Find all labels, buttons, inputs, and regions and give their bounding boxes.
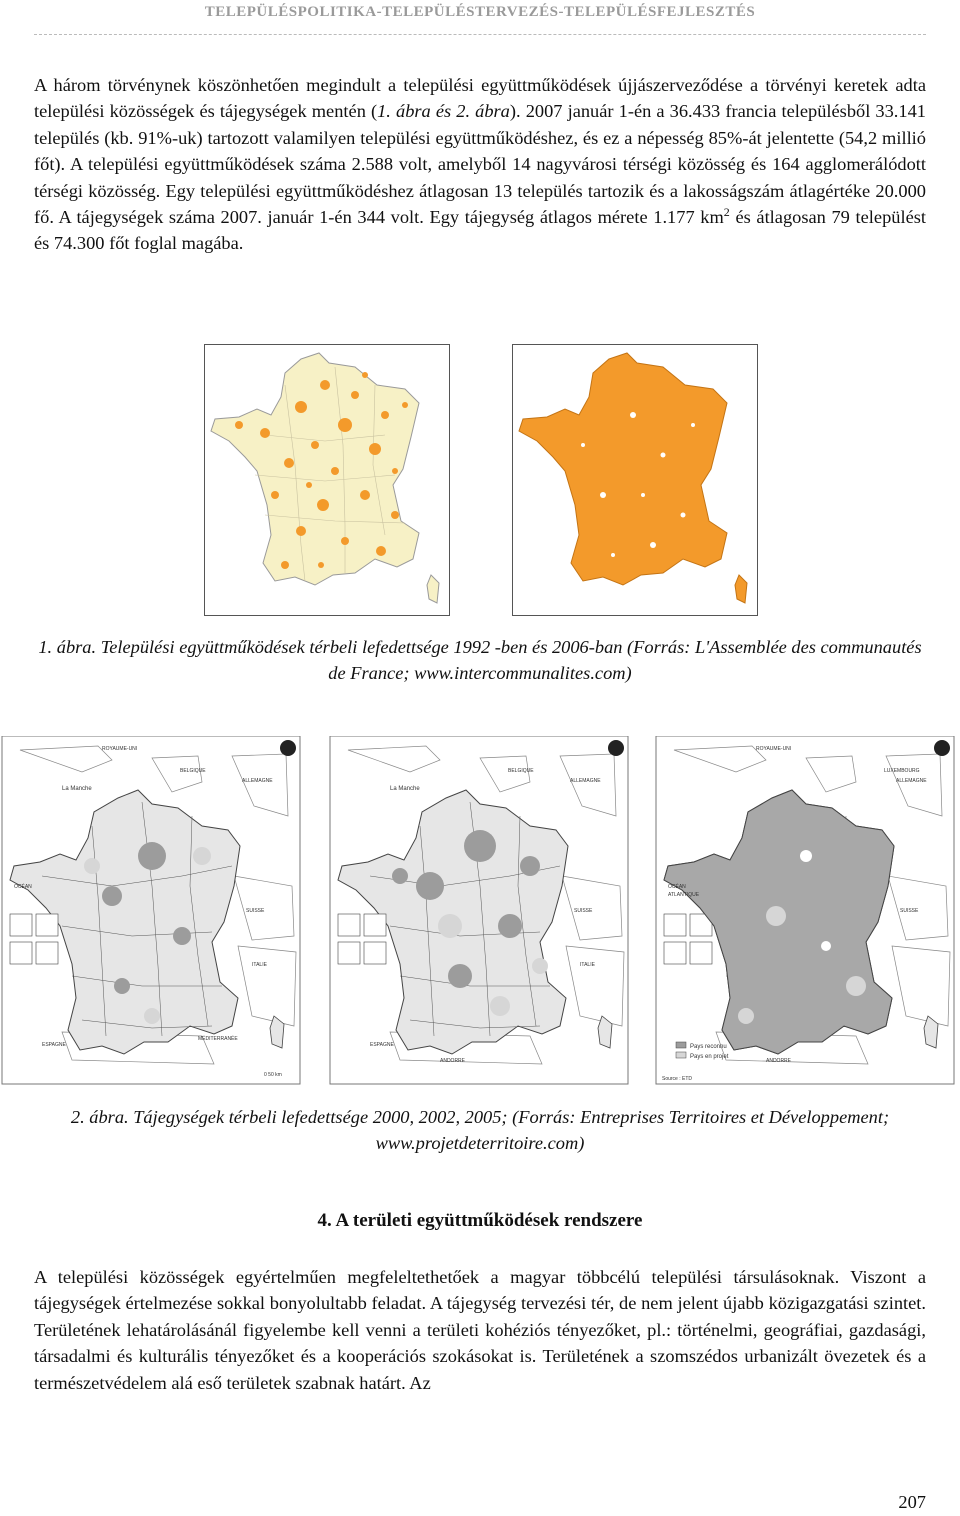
etd-logo-icon [280,740,296,756]
figure-reference: 1. ábra és 2. ábra [377,101,510,122]
page-number: 207 [898,1492,926,1512]
label-allemagne: ALLEMAGNE [570,778,601,784]
figure2-caption-text: Tájegységek térbeli lefedettsége 2000, 2002, 2005; (Forrás: Entreprises Territoires et Développement; www.projetdeterritoire.com) [128,1107,890,1153]
label-suisse: SUISSE [900,908,919,914]
label-espagne: ESPAGNE [370,1042,394,1048]
label-allemagne: ALLEMAGNE [896,778,927,784]
km-superscript: 2 [723,204,730,219]
figure2-caption-label: 2. ábra. [70,1107,129,1127]
label-ocean: OCÉAN [668,884,686,890]
figure1-caption [34,634,926,686]
legend-project: Pays en projet [690,1054,729,1060]
section-heading: 4. A területi együttműködések rendszere [317,1210,643,1231]
label-la-manche: La Manche [62,786,92,792]
figure2-caption [34,1104,926,1156]
intro-text-part1: A három törvénynek köszönhetően megindult a települési együttműködések újjászerveződése a törvényi keretek adta települési közösségek és tájegységek mentén ( [34,75,926,122]
label-andorre: ANDORRE [440,1058,466,1064]
label-italie: ITALIE [580,962,595,968]
label-la-manche: La Manche [390,786,420,792]
label-royaume-uni: ROYAUME-UNI [102,746,138,752]
label-luxembourg: LUXEMBOURG [884,768,920,774]
pays-map-2005 [656,736,954,1084]
label-suisse: SUISSE [246,908,265,914]
label-andorre: ANDORRE [766,1058,792,1064]
map-2006 [512,344,758,616]
source-label: Source : ETD [662,1076,693,1082]
figure1-caption-label: 1. ábra. [38,637,97,657]
label-suisse: SUISSE [574,908,593,914]
label-espagne: ESPAGNE [42,1042,66,1048]
running-header: TELEPÜLÉSPOLITIKA-TELEPÜLÉSTERVEZÉS-TELEPÜLÉSFEJLESZTÉS [204,4,756,20]
etd-logo-icon [934,740,950,756]
body-paragraph: A települési közösségek egyértelműen megfeleltethetőek a magyar többcélú települési társulásoknak. Viszont a tájegységek értelmezése sokkal bonyolultabb feladat. A tájegység tervezési tér, de nem jelent újabb közigazgatási szintet. Területének lehatárolásánál figyelembe kell venni a területi kohéziós tényezőket, pl.: történelmi, geográfiai, gazdasági, társadalmi és kulturális tényezőket és a kooperációs szokásokat is. Területének a szomszédos urbanizált övezetek és a természetvédelem alá eső területek szabnak határt. Az [34,1267,926,1393]
label-allemagne: ALLEMAGNE [242,778,273,784]
label-royaume-uni: ROYAUME-UNI [756,746,792,752]
intro-text-part2: ). 2007 január 1-én a 36.433 francia településből 33.141 település (kb. 91%-uk) tartozott valamilyen települési együttműködéshez, és ez a népesség 85%-át jelentette (54,2 millió főt). A települési együttműködések száma 2.588 volt, amelyből 14 nagyvárosi térségi közösség és 164 agglomerálódott térségi közösség. Egy települési együttműködéshez átlagosan 13 település tartozik és a lakosságszám átlagértéke 20.000 fő. A tájegységek száma 2007. január 1-én 344 volt. Egy tájegység átlagos mérete 1.177 km [34,101,926,228]
pays-map-2000 [2,736,300,1084]
label-atlantique: ATLANTIQUE [668,892,700,898]
label-mediterranee: MÉDITERRANÉE [198,1036,238,1042]
label-ocean: OCÉAN [14,884,32,890]
label-belgique: BELGIQUE [508,768,534,774]
pays-map-2002 [330,736,628,1084]
intro-text-part3: és átlagosan 79 települést és 74.300 főt foglal magába. [34,207,926,254]
label-italie: ITALIE [252,962,267,968]
header-divider [34,34,926,35]
map-1992 [204,344,450,616]
pays-maps-strip [0,736,960,1086]
legend-recognized: Pays reconnu [690,1044,727,1050]
label-belgique: BELGIQUE [180,768,206,774]
label-scale: 0 50 km [264,1072,282,1078]
intro-paragraph [34,72,926,257]
etd-logo-icon [608,740,624,756]
figure1-caption-text: Települési együttműködések térbeli lefedettsége 1992 -ben és 2006-ban (Forrás: L'Assemblée des communautés de France; www.intercommunalites.com) [96,637,922,683]
